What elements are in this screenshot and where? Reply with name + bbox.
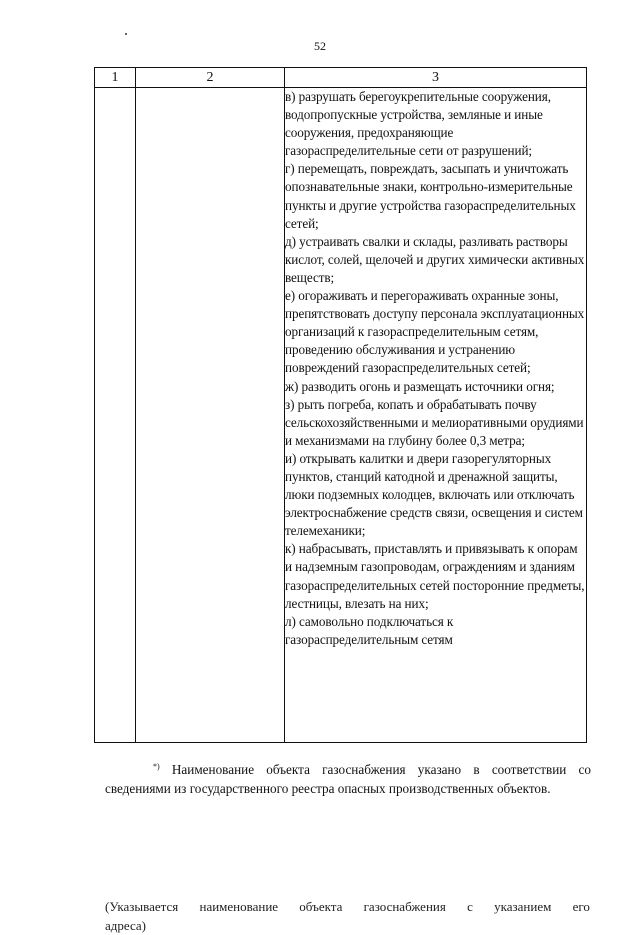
column-header-3: 3 — [285, 68, 587, 88]
table-cell-col1 — [95, 88, 136, 743]
footnote — [105, 757, 591, 798]
scan-speck — [125, 33, 127, 35]
footnote-text: Наименование объекта газоснабжения указано в соответствии со сведениями из государственного реестра опасных производственных объектов. — [105, 762, 591, 796]
list-item: з) рыть погреба, копать и обрабатывать почву сельскохозяйственными и мелиоративными орудиями и механизмами на глубину более 0,3 метра; — [285, 396, 584, 448]
bottom-cutoff-text: (Указывается наименование объекта газоснабжения с указанием его адреса) — [105, 899, 590, 933]
column-header-1: 1 — [95, 68, 136, 88]
list-item: е) огораживать и перегораживать охранные зоны, препятствовать доступу персонала эксплуатационных организаций к газораспределительным сетям, проведению обслуживания и устранению повреждений газораспределительных сетей; — [285, 288, 585, 376]
list-item: к) набрасывать, приставлять и привязывать к опорам и надземным газопроводам, ограждениям и зданиям газораспределительных сетей посторонние предметы, лестницы, влезать на них; — [285, 541, 585, 611]
list-item: и) открывать калитки и двери газорегуляторных пунктов, станций катодной и дренажной защиты, люки подземных колодцев, включать или отключать электроснабжение средств связи, освещения и систем телемеханики; — [285, 450, 583, 539]
table-header-row — [95, 68, 587, 88]
list-item: л) самовольно подключаться к газораспределительным сетям — [285, 613, 454, 647]
list-item: ж) разводить огонь и размещать источники огня; — [285, 378, 555, 394]
page-number: 52 — [314, 39, 326, 53]
list-item: д) устраивать свалки и склады, разливать растворы кислот, солей, щелочей и других химически активных веществ; — [285, 233, 585, 285]
table-row — [95, 88, 587, 743]
list-item: г) перемещать, повреждать, засыпать и уничтожать опознавательные знаки, контрольно-измерительные пункты и другие устройства газораспределительных сетей; — [285, 161, 576, 231]
column-header-2: 2 — [136, 68, 285, 88]
table-cell-col2 — [136, 88, 285, 743]
document-table — [94, 67, 587, 743]
footnote-marker: *) — [153, 762, 160, 771]
list-item: в) разрушать берегоукрепительные сооружения, водопропускные устройства, земляные и иные сооружения, предохраняющие газораспределительные сети от разрушений; — [285, 89, 551, 159]
table-cell-col3 — [285, 88, 587, 743]
